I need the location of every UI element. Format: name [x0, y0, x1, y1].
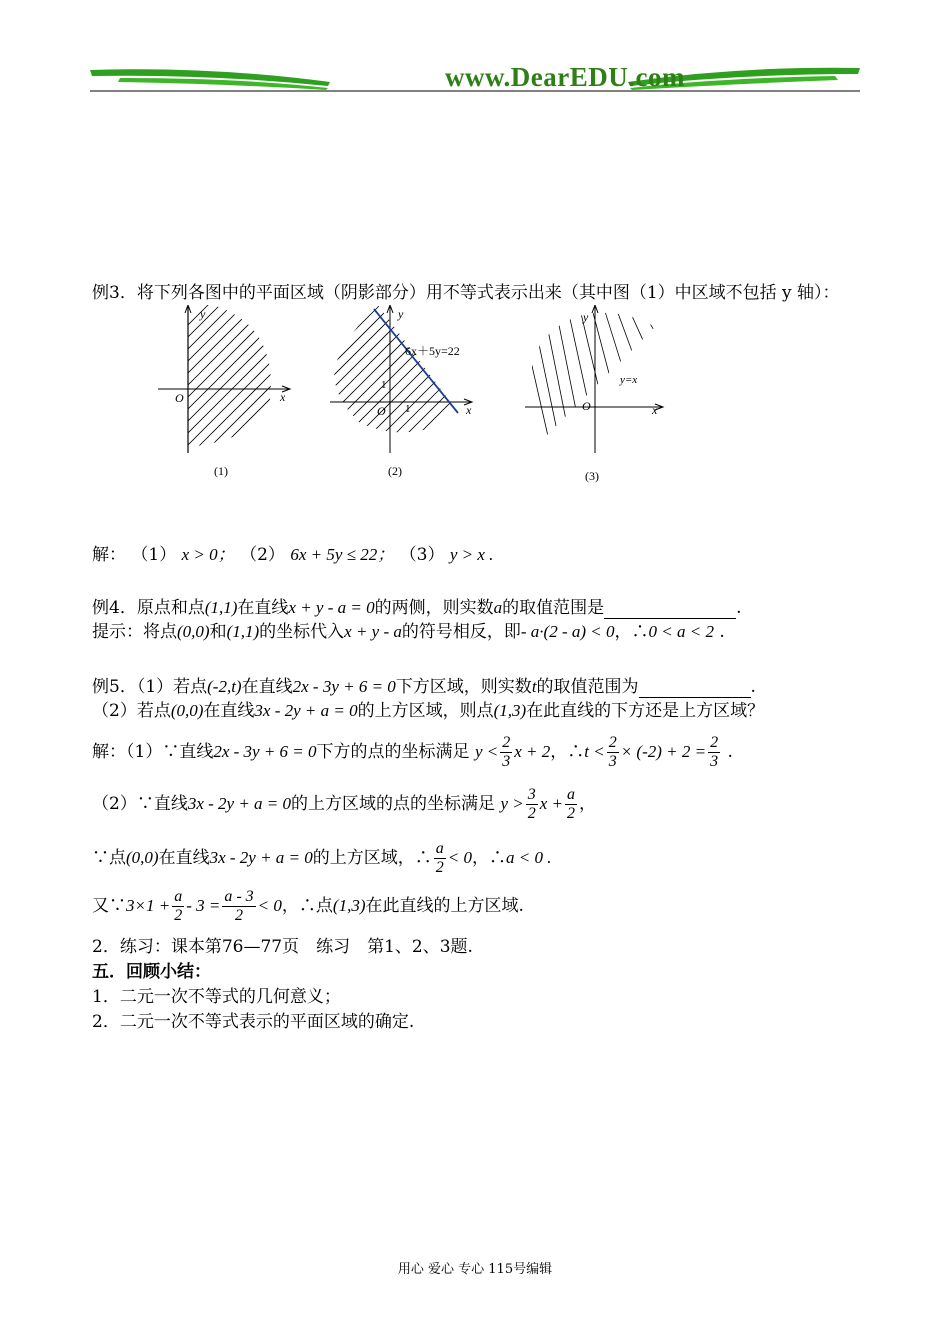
ex5-s1-c: ，∴	[550, 742, 585, 762]
frac-num: 2	[608, 734, 617, 751]
ex5-q1-b: 在直线	[241, 677, 293, 697]
ex3-answer	[92, 544, 493, 566]
summary-item-2: 2．二元一次不等式表示的平面区域的确定.	[92, 1012, 415, 1032]
ex4-var: a	[493, 598, 503, 617]
frac-num: 3	[527, 786, 536, 803]
ex5-s2-b: 的上方区域的点的坐标满足	[291, 794, 496, 814]
ex3-a2-tag: （2）	[240, 545, 285, 565]
fig2-x-tick: 1	[405, 403, 411, 415]
ex3-answer-label: 解：	[92, 545, 126, 565]
ex5-s3-a: ∵点	[92, 848, 126, 868]
fraction-a-2	[565, 786, 577, 823]
fraction-a-2-b	[434, 840, 446, 877]
ex3-a2: 6x + 5y ≤ 22；	[290, 545, 395, 564]
frac-num: a	[567, 786, 575, 803]
ex5-s3-lt: < 0	[447, 848, 473, 867]
ex5-answer-blank[interactable]	[639, 679, 751, 698]
page-footer: 用心 爱心 专心 115号编辑	[397, 1262, 553, 1277]
ex5-q2-b: 在直线	[203, 701, 255, 721]
fraction-2-3	[500, 734, 512, 771]
ex5-q2-c: 的上方区域，则点	[357, 701, 494, 721]
ex5-s1-ineq-b: x + 2	[514, 742, 551, 761]
ex3-a3-tag: （3）	[399, 545, 445, 565]
ex5-solution-4	[92, 886, 524, 926]
fig3-line-label: y=x	[620, 374, 638, 386]
ex5-q1-a: 例5．（1）若点	[92, 677, 208, 697]
ex5-q1-c: 下方区域，则实数	[395, 677, 532, 697]
ex5-q2	[92, 700, 764, 722]
ex5-s1-ineq-a: y <	[474, 742, 499, 761]
fig2-y-label: y	[398, 307, 404, 321]
ex3-a1-tag: （1）	[131, 545, 177, 565]
frac-num: a	[435, 840, 444, 857]
frac-den: 3	[502, 753, 511, 770]
ex5-s4-expr: 3×1 +	[126, 896, 171, 915]
ex5-q1-point: (-2,t)	[207, 677, 242, 696]
ex4-hint-ineq: - a·(2 - a) < 0	[520, 622, 615, 641]
ex5-s2-ineq-b: x +	[539, 794, 563, 813]
fig2-caption: (2)	[388, 464, 402, 478]
ex4-hint-e: ，∴	[614, 622, 649, 642]
fig1-origin: O	[175, 391, 184, 405]
ex3-a1: x > 0；	[181, 545, 235, 564]
ex5-s2-eq: 3x - 2y + a = 0	[187, 794, 292, 813]
ex5-s3-point: (0,0)	[126, 848, 159, 867]
frac-den: 3	[608, 753, 617, 770]
ex5-s3-d: ，∴	[472, 848, 507, 868]
fraction-2-3-b	[607, 734, 619, 771]
frac-den: 3	[710, 753, 719, 770]
ex4-equation: x + y - a = 0	[288, 598, 375, 617]
fraction-2-3-c	[708, 734, 720, 771]
ex5-s3-b: 在直线	[158, 848, 210, 868]
site-logo-text: www.DearEDU.com	[445, 62, 685, 92]
ex5-s4-lt: < 0	[257, 896, 282, 915]
ex5-solution-2: （2）∵直线3x - 2y + a = 0的上方区域的点的坐标满足 y > $\frac{3}{2}$ x + $\frac{a}{2}$ ，	[92, 786, 596, 822]
ex5-q2-point2: (1,3)	[493, 701, 527, 720]
frac-den: 2	[235, 907, 243, 924]
fig2-y-tick: 1	[381, 379, 387, 391]
ex5-s2-ineq-a: y >	[500, 794, 524, 813]
ex5-q2-d: 在此直线的下方还是上方区域？	[526, 701, 765, 721]
ex4-text-c: 的两侧，则实数	[374, 598, 494, 618]
fig2-line-label: 6x＋5y=22	[405, 344, 460, 358]
ex5-q1-d: 的取值范围为	[536, 677, 639, 697]
ex4-question: 例4．原点和点(1,1)在直线x + y - a = 0的两侧，则实数a的取值范围是 .	[92, 598, 742, 618]
figure-2	[330, 305, 480, 455]
ex5-s1-t: t <	[584, 742, 605, 761]
fig3-x-label: x	[652, 403, 658, 417]
fraction-a-2-c	[172, 888, 184, 925]
fig2-x-label: x	[466, 403, 472, 417]
frac-num: 2	[710, 734, 719, 751]
summary-title: 五．回顾小结：	[92, 962, 211, 982]
ex4-text-a: 例4．原点和点	[92, 598, 205, 618]
frac-den: 2	[567, 805, 575, 822]
ex4-hint-p2: (1,1)	[226, 622, 260, 641]
ex3-prompt: 例3．将下列各图中的平面区域（阴影部分）用不等式表示出来（其中图（1）中区域不包括 y 轴）：	[92, 283, 840, 303]
fig3-caption: (3)	[585, 469, 599, 483]
fig1-y-label: y	[200, 307, 206, 321]
ex5-q2-a: （2）若点	[92, 701, 171, 721]
ex4-hint-d: 的符号相反，即	[401, 622, 521, 642]
ex4-text-d: 的取值范围是	[502, 598, 605, 618]
ex4-hint: 提示：将点(0,0)和(1,1)的坐标代入x + y - a的符号相反，即- a·(2 - a) < 0，∴0 < a < 2 .	[92, 622, 725, 642]
summary-item-1: 1．二元一次不等式的几何意义；	[92, 987, 341, 1007]
ex5-q2-point: (0,0)	[170, 701, 204, 720]
ex4-hint-c: 的坐标代入	[259, 622, 345, 642]
ex4-hint-a: 提示：将点	[92, 622, 177, 642]
fig1-x-label: x	[280, 390, 286, 404]
ex3-a3: y > x .	[449, 545, 494, 564]
fig2-boundary-line	[374, 309, 458, 413]
ex5-s4-mid: - 3 =	[186, 896, 221, 915]
ex5-s1-mid: × (-2) + 2 =	[620, 742, 707, 761]
frac-den: 2	[174, 907, 183, 924]
ex4-hint-result: 0 < a < 2	[648, 622, 714, 641]
ex5-solution-1: 解：（1）∵直线2x - 3y + 6 = 0下方的点的坐标满足 y < $\frac{2}{3}$ x + 2，∴t < $\frac{2}{3}$ × (-2) + 2 = $\frac{2}{3}$ .	[92, 734, 733, 770]
ex5-s4-point: (1,3)	[332, 896, 366, 915]
frac-den: 2	[527, 805, 536, 822]
ex5-s4-c: 在此直线的上方区域.	[365, 896, 524, 916]
ex4-hint-b: 和	[209, 622, 227, 642]
ex5-s1-b: 下方的点的坐标满足	[316, 742, 470, 762]
practice-line: 2．练习：课本第76—77页 练习 第1、2、3题.	[92, 937, 473, 957]
ex5-s1-a: 解：（1）∵直线	[92, 742, 214, 762]
fig3-y-label: y	[583, 310, 589, 324]
fraction-3-2	[526, 786, 538, 823]
ex4-point: (1,1)	[204, 598, 238, 617]
ex5-q1-eq: 2x - 3y + 6 = 0	[292, 677, 396, 696]
frac-num: 2	[502, 734, 511, 751]
frac-num: a - 3	[224, 888, 254, 905]
frac-num: a	[174, 888, 183, 905]
figure-3	[525, 305, 670, 455]
fraction-am3-2	[222, 888, 255, 925]
ex5-s3-result: a < 0 .	[506, 848, 552, 867]
ex5-s4-b: ，∴点	[281, 896, 333, 916]
figure-1	[158, 305, 298, 455]
fig2-origin: O	[377, 404, 386, 418]
header-banner	[90, 60, 860, 100]
ex4-hint-expr: x + y - a	[344, 622, 402, 641]
fig3-origin: O	[582, 399, 591, 413]
ex5-s2-a: （2）∵直线	[92, 794, 188, 814]
ex5-q1-var: t	[531, 677, 537, 696]
ex4-answer-blank[interactable]	[604, 600, 736, 619]
ex5-s4-a: 又∵	[92, 896, 126, 916]
ex5-s3-eq: 3x - 2y + a = 0	[209, 848, 313, 867]
ex5-s3-c: 的上方区域，∴	[312, 848, 432, 868]
ex5-q2-eq: 3x - 2y + a = 0	[254, 701, 358, 720]
frac-den: 2	[435, 859, 444, 876]
ex4-hint-p1: (0,0)	[177, 622, 210, 641]
ex5-solution-3	[92, 838, 552, 878]
ex5-s1-eq: 2x - 3y + 6 = 0	[213, 742, 317, 761]
fig1-caption: (1)	[214, 464, 228, 478]
ex5-q1: 例5．（1）若点(-2,t)在直线2x - 3y + 6 = 0下方区域，则实数t的取值范围为 .	[92, 677, 756, 697]
ex4-text-b: 在直线	[237, 598, 289, 618]
